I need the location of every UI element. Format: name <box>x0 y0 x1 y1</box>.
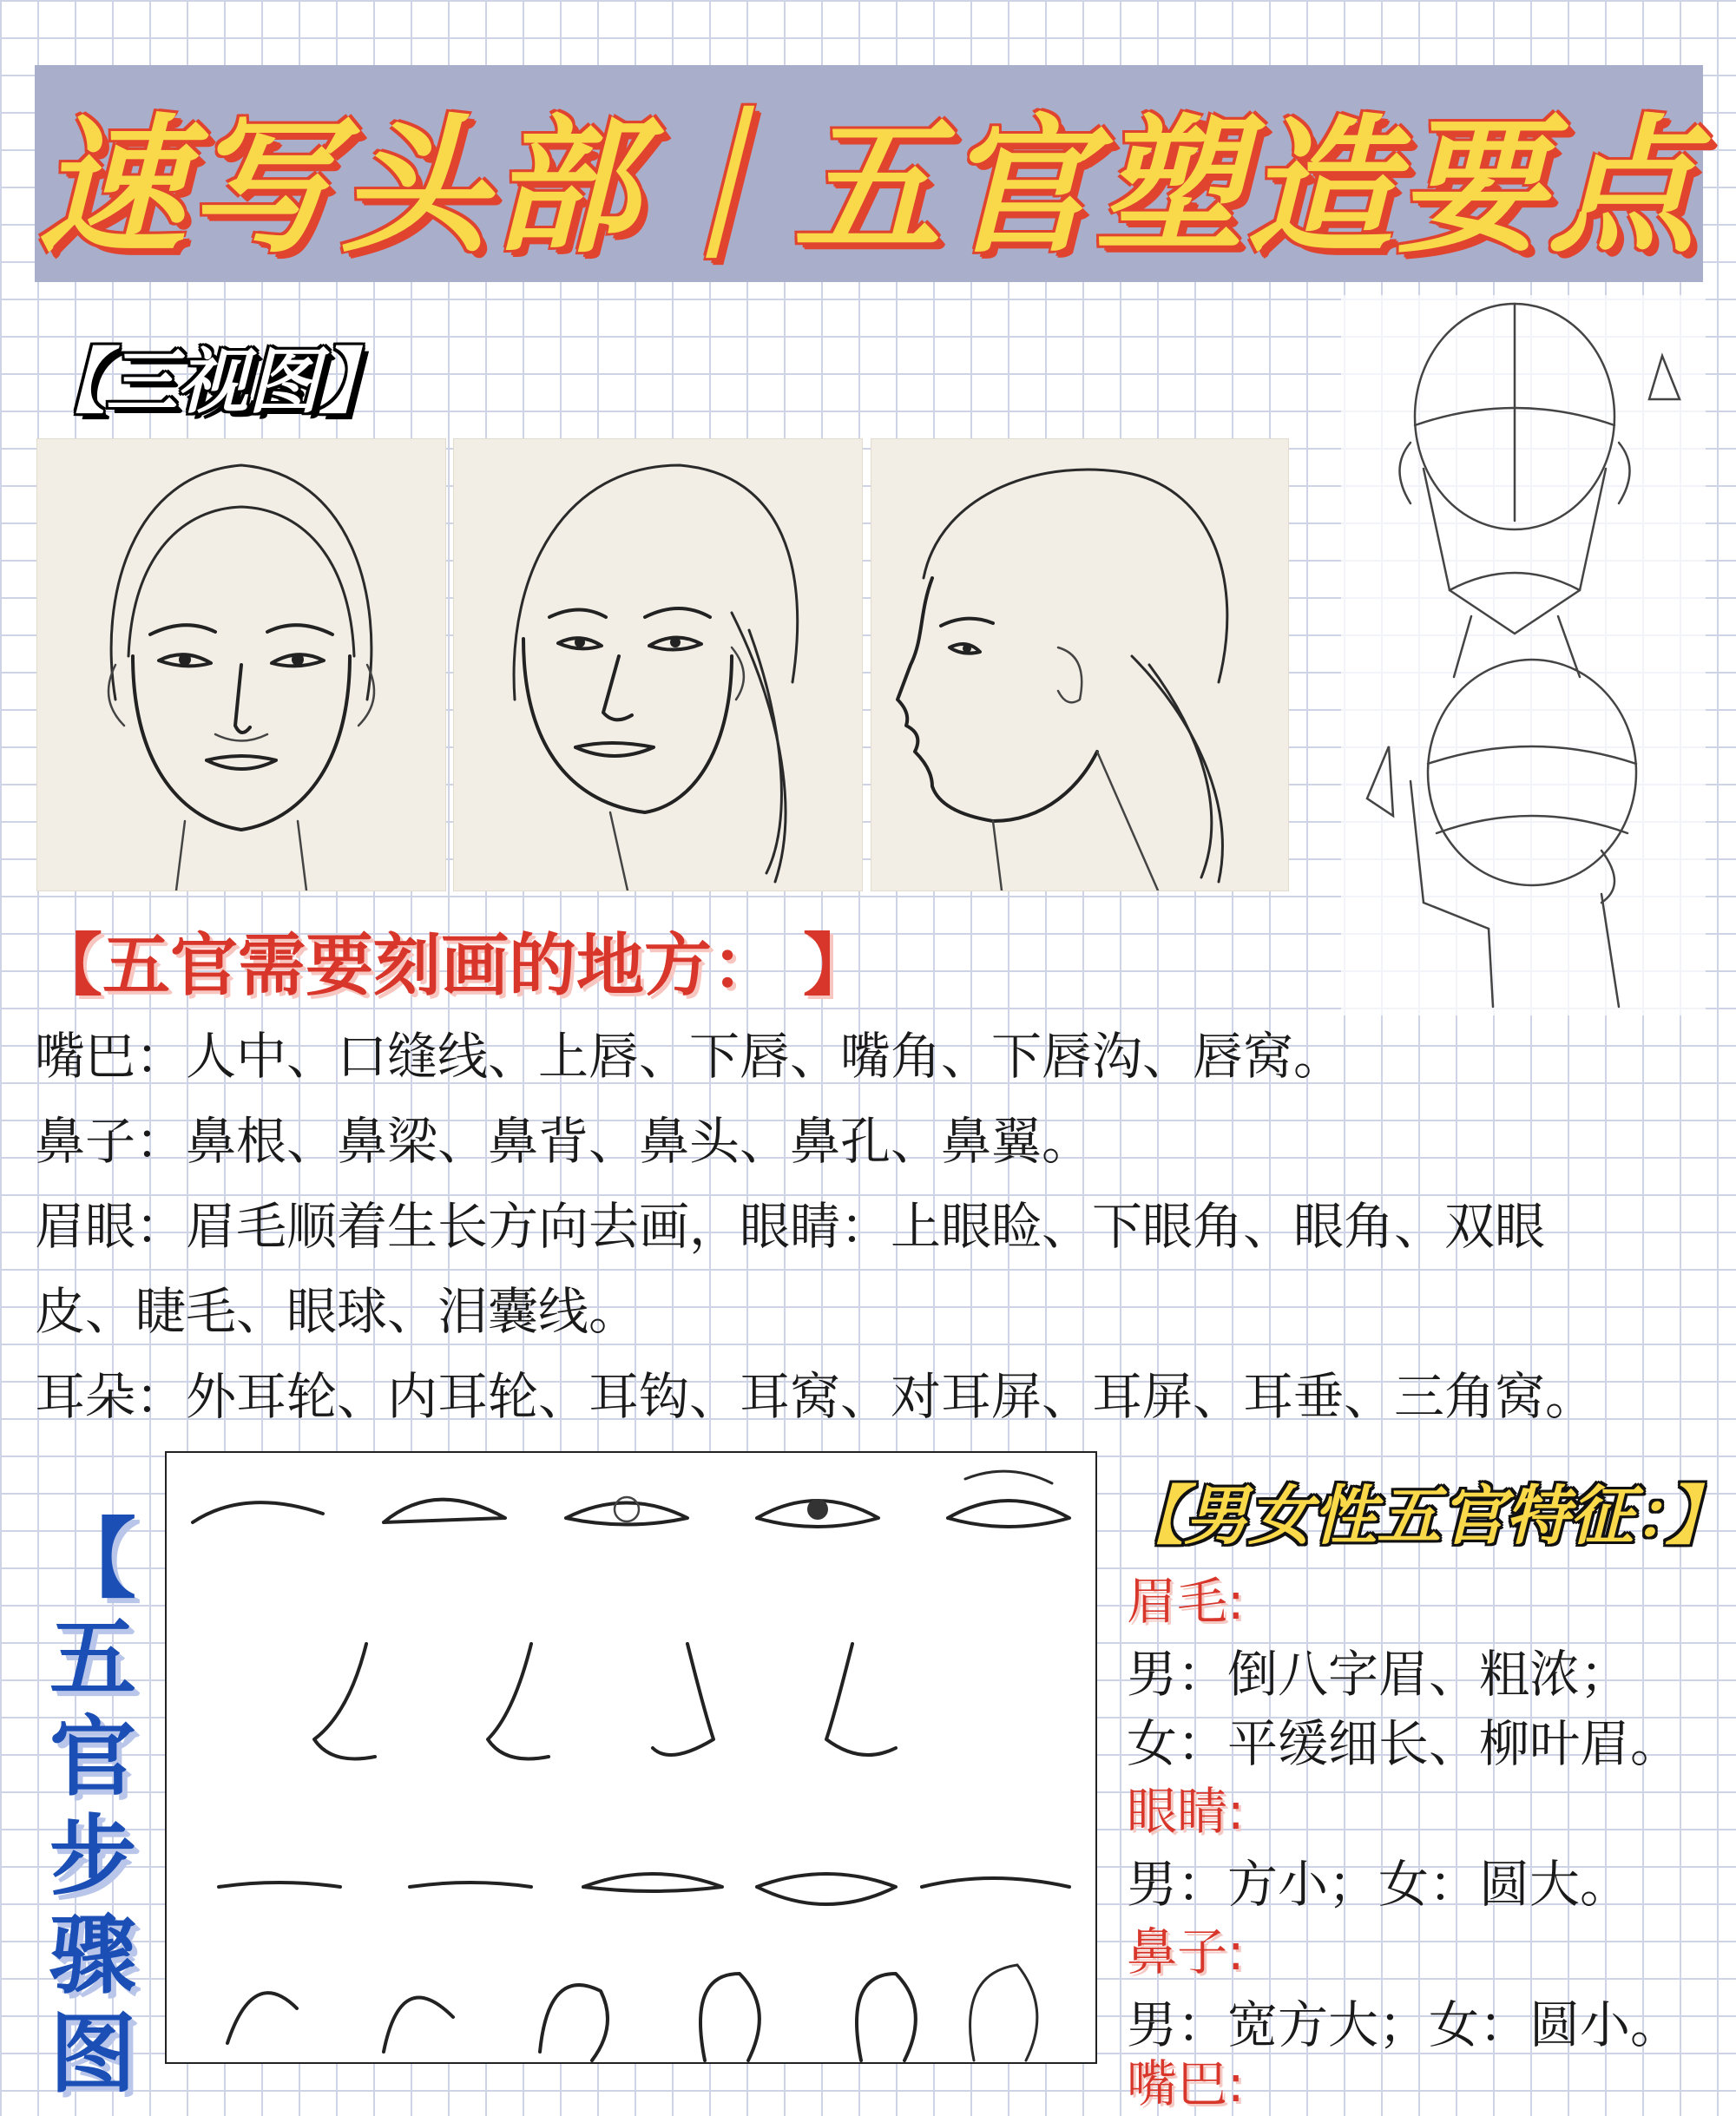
steps-vertical-label <box>45 1510 141 2104</box>
steps-char: 图 <box>49 2003 136 2105</box>
three-quarter-view-sketch <box>453 438 863 891</box>
nose-text: 男：宽方大；女：圆小。 <box>1127 1995 1681 2054</box>
steps-char: 【 <box>49 1508 136 1610</box>
eyebrow-male-text: 男：倒八字眉、粗浓； <box>1127 1645 1631 1704</box>
eyebrow-female-text: 女：平缓细长、柳叶眉。 <box>1127 1714 1681 1773</box>
head-structure-sketch <box>1341 295 1706 1015</box>
features-heading: 【五官需要刻画的地方： 】 <box>35 927 871 1005</box>
eyebrow-label: 眉毛: <box>1127 1572 1245 1631</box>
gender-features-heading: 【男女性五官特征：】 <box>1120 1479 1730 1554</box>
profile-view-sketch <box>871 438 1289 891</box>
steps-char: 官 <box>49 1706 136 1808</box>
eye-text: 男：方小；女：圆大。 <box>1127 1855 1631 1914</box>
page-title: 速写头部｜五官塑造要点 <box>37 101 1700 273</box>
three-view-label: 【三视图】 <box>35 341 391 424</box>
ear-description: 耳朵：外耳轮、内耳轮、耳钩、耳窝、对耳屏、耳屏、耳垂、三角窝。 <box>35 1367 1596 1426</box>
nose-label: 鼻子: <box>1127 1922 1245 1981</box>
eye-label: 眼睛: <box>1127 1782 1245 1841</box>
mouth-description: 嘴巴：人中、口缝线、上唇、下唇、嘴角、下唇沟、唇窝。 <box>35 1027 1345 1086</box>
feature-steps-drawing <box>165 1451 1097 2064</box>
mouth-label: 嘴巴: <box>1127 2054 1245 2113</box>
nose-description: 鼻子：鼻根、鼻梁、鼻背、鼻头、鼻孔、鼻翼。 <box>35 1112 1093 1171</box>
brow-eye-description: 眉眼：眉毛顺着生长方向去画，眼睛：上眼睑、下眼角、眼角、双眼 <box>35 1197 1546 1256</box>
steps-char: 步 <box>49 1805 136 1907</box>
steps-char: 五 <box>49 1607 136 1709</box>
steps-char: 骤 <box>49 1904 136 2006</box>
brow-eye-description-continued: 皮、睫毛、眼球、泪囊线。 <box>35 1282 640 1341</box>
front-view-sketch <box>36 438 446 891</box>
